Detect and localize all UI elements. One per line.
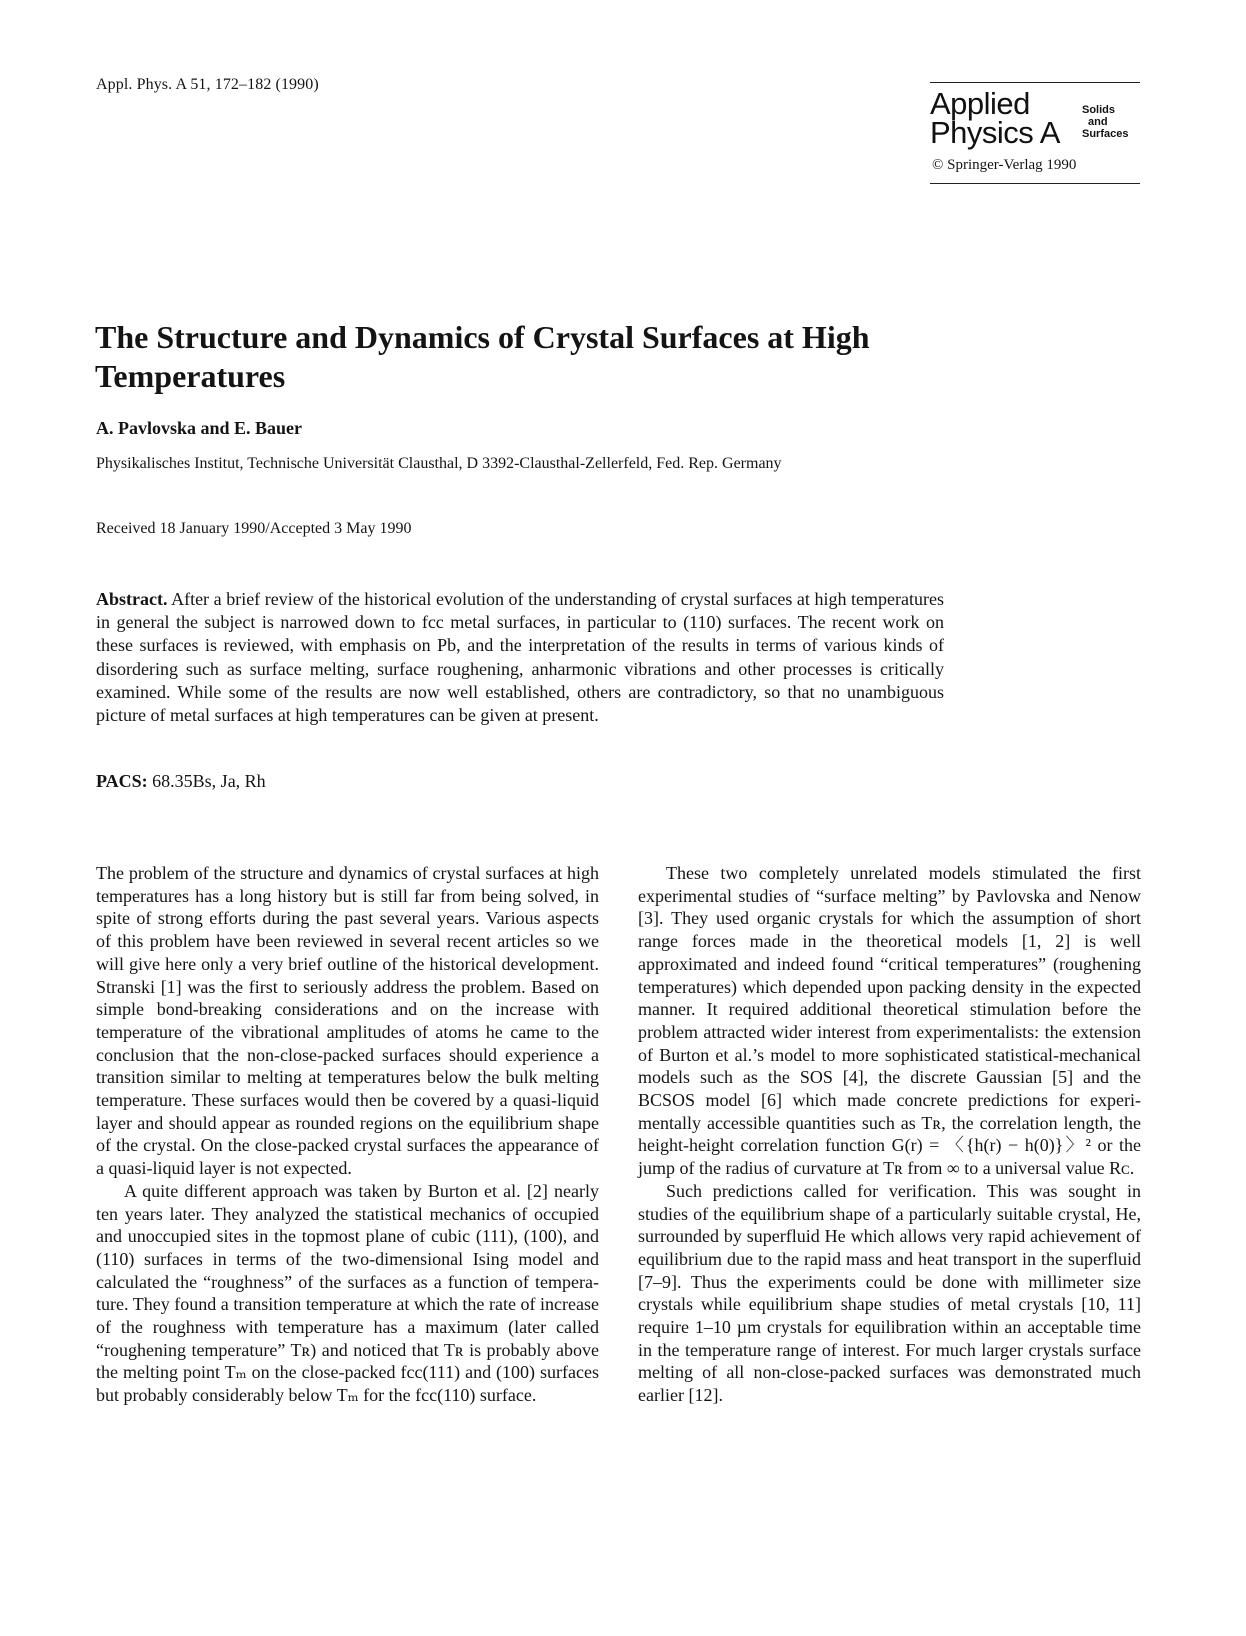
body-column-left bbox=[96, 862, 599, 1407]
journal-name-physics-a: Physics A bbox=[930, 115, 1060, 150]
abstract-label: Abstract. bbox=[96, 589, 168, 609]
body-paragraph: Such predictions called for verification. This was sought in studies of the equilibrium shape of a particularly suitable crystal, He, surrounded by superfluid He which allows very rapid achievement of equilibrium due to the rapid mass and heat transport in the superfluid [7–9]. Thus the experiments could be done with millimeter size crystals while equilibrium shape studies of metal crystals [10, 11] require 1–10 µm crystals for equilibration within an acceptable time in the temperature range of interest. For much larger crystals surface melting of all non-close-packed surfaces was demonstrated much earlier [12]. bbox=[638, 1180, 1141, 1406]
body-paragraph: The problem of the structure and dynamics of crystal surfaces at high temperatures has a long history but is still far from being solved, in spite of strong efforts during the past several years. Various aspects of this problem have been reviewed in several recent articles so we will give here only a very brief outline of the historical development. Stranski [1] was the first to seriously address the problem. Based on simple bond-breaking considerations and on the increase with temperature of the vibrational amplitudes of atoms he came to the conclusion that the non-close-packed surfaces should experience a transition similar to melting at temperatures below the bulk melting temperature. These surfaces would then be covered by a quasi-liquid layer and should appear as rounded regions on the equilibrium shape of the crystal. On the close-packed crystal surfaces the appearance of a quasi-liquid layer is not expected. bbox=[96, 863, 599, 1179]
pacs-codes bbox=[96, 771, 266, 792]
logo-bottom-rule bbox=[930, 183, 1140, 184]
section-and: and bbox=[1088, 116, 1108, 128]
logo-top-rule bbox=[930, 82, 1140, 83]
body-paragraph: These two completely unrelated models stimulated the first experimental studies of “surface melting” by Pavlovska and Nenow [3]. They used organic crystals for which the assumption of short range forces made in the theoretical models [1, 2] is well approximated and indeed found “critical temperatures” (roughening temperatures) which depended upon packing density in the expected manner. It required additional theoretical stimulation before the problem attracted wider interest from experimentalists: the extension of Burton et al.’s model to more sophisticated statistical-mechanical models such as the SOS [4], the discrete Gaussian [5] and the BCSOS model [6] which made concrete predictions for experimentally accessible quantities such as Tʀ, the correlation length, the height-height correlation function G(r) = 〈{h(r) − h(0)}〉² or the jump of the radius of curvature at Tʀ from ∞ to a universal value Rᴄ. bbox=[638, 863, 1141, 1179]
pacs-value: 68.35Bs, Ja, Rh bbox=[152, 771, 266, 791]
received-dates: Received 18 January 1990/Accepted 3 May 1990 bbox=[96, 520, 412, 537]
abstract-text: After a brief review of the historical evolution of the understanding of crystal surfaces at high temperatures in general the subject is narrowed down to fcc metal surfaces, in particular to (110) surfaces. The recent work on these surfaces is reviewed, with emphasis on Pb, and the interpretation of the results in terms of various kinds of disordering such as surface melting, surface roughening, anharmonic vibrations and other processes is critically examined. While some of the results are now well established, others are contradictory, so that no unambiguous picture of metal surfaces at high temperatures can be given at present. bbox=[96, 589, 944, 726]
journal-logo-block bbox=[930, 82, 1140, 184]
journal-section-label bbox=[1082, 104, 1128, 140]
section-solids: Solids bbox=[1082, 104, 1116, 116]
abstract bbox=[96, 588, 944, 727]
publisher-copyright: © Springer-Verlag 1990 bbox=[932, 157, 1077, 173]
journal-name-applied: Applied bbox=[930, 86, 1030, 121]
journal-citation: Appl. Phys. A 51, 172–182 (1990) bbox=[96, 76, 319, 93]
body-column-right bbox=[638, 862, 1141, 1407]
pacs-label: PACS: bbox=[96, 771, 148, 791]
body-paragraph: A quite different approach was taken by Burton et al. [2] nearly ten years later. They analyzed the statistical mechanics of occupied and unoccupied sites in the topmost plane of cubic (111), (100), and (110) surfaces in terms of the two-dimensional Ising model and calculated the “roughness” of the surfaces as a function of temperature. They found a transition temperature at which the rate of increase of the roughness with temperature has a maximum (later called “roughening temperature” Tʀ) and noticed that Tʀ is probably above the melting point Tₘ on the close-packed fcc(111) and (100) surfaces but probably considerably below Tₘ for the fcc(110) surface. bbox=[96, 1180, 599, 1406]
author-affiliation: Physikalisches Institut, Technische Universität Clausthal, D 3392-Clausthal-Zellerfeld, Fed. Rep. Germany bbox=[96, 455, 782, 472]
article-title: The Structure and Dynamics of Crystal Surfaces at High Temperatures bbox=[95, 319, 870, 394]
section-surfaces: Surfaces bbox=[1082, 128, 1129, 140]
article-authors: A. Pavlovska and E. Bauer bbox=[96, 418, 303, 438]
